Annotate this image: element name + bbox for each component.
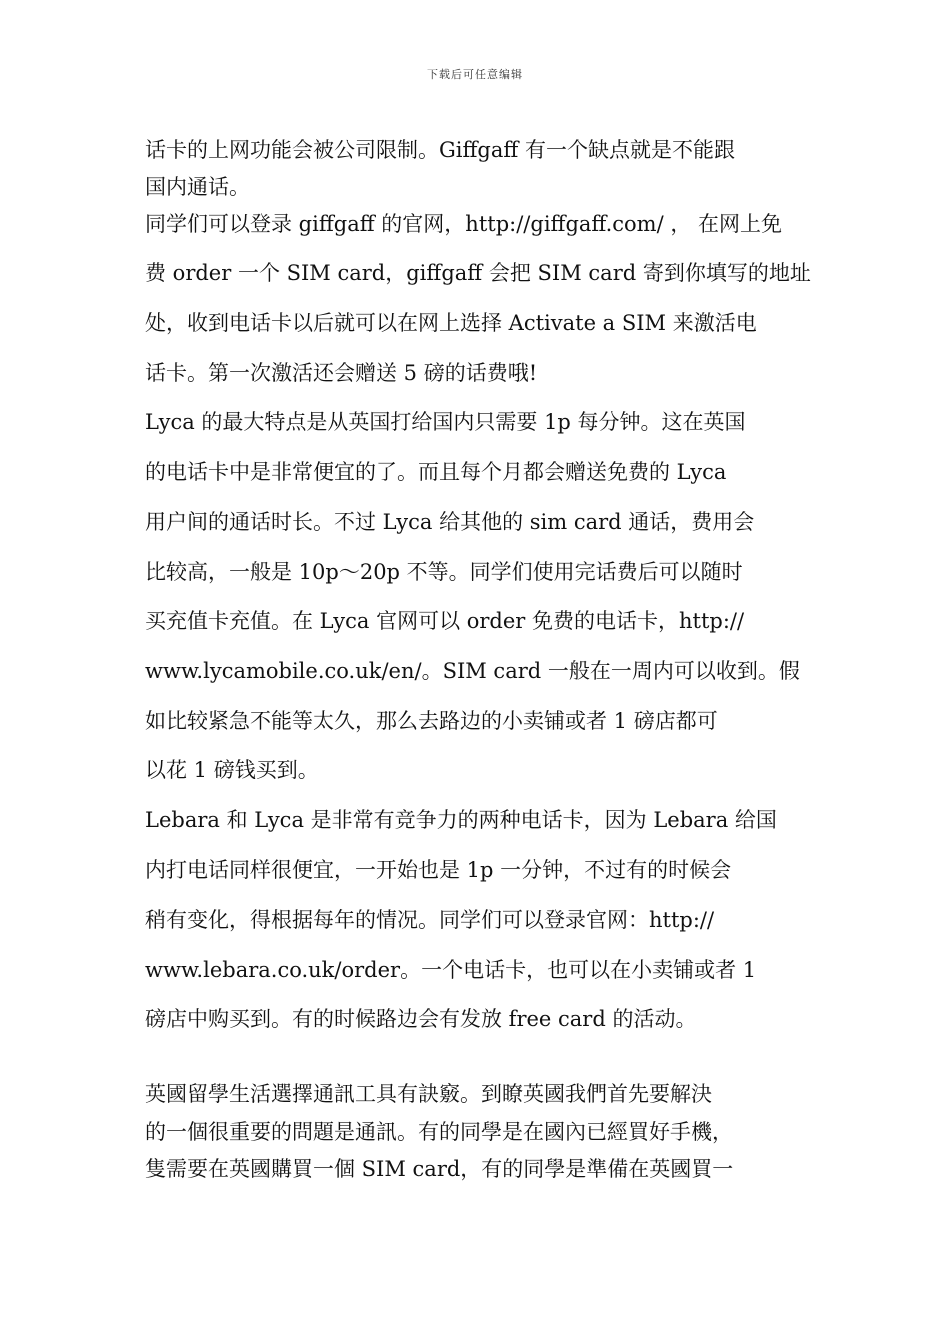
text-line: 磅店中购买到。有的时候路边会有发放 free card 的活动。 [145,1007,697,1031]
text-line: 内打电话同样很便宜，一开始也是 1p 一分钟，不过有的时候会 [145,858,732,882]
text-line: 同学们可以登录 giffgaff 的官网，http://giffgaff.com/ ， 在网上免 [145,212,783,236]
text-line: 买充值卡充值。在 Lyca 官网可以 order 免费的电话卡，http:// [145,609,745,633]
text-line: Lebara 和 Lyca 是非常有竞争力的两种电话卡，因为 Lebara 给国 [145,808,777,832]
text-line: 稍有变化，得根据每年的情况。同学们可以登录官网：http:// [145,908,715,932]
text-line: 话卡的上网功能会被公司限制。Giffgaff 有一个缺点就是不能跟 [145,138,735,162]
text-line: 的一個很重要的問題是通訊。有的同學是在國內已經買好手機， [145,1120,733,1144]
text-line: 以花 1 磅钱买到。 [145,758,319,782]
text-line: Lyca 的最大特点是从英国打给国内只需要 1p 每分钟。这在英国 [145,410,746,434]
text-line: 处，收到电话卡以后就可以在网上选择 Activate a SIM 来激活电 [145,311,757,335]
text-line: 如比较紧急不能等太久，那么去路边的小卖铺或者 1 磅店都可 [145,709,718,733]
text-line: www.lebara.co.uk/order。一个电话卡，也可以在小卖铺或者 1 [145,958,757,982]
text-line: 话卡。第一次激活还会赠送 5 磅的话费哦! [145,361,538,385]
text-line: 用户间的通话时长。不过 Lyca 给其他的 sim card 通话，费用会 [145,510,755,534]
text-line: 国内通话。 [145,175,250,199]
text-line: 隻需要在英國購買一個 SIM card，有的同學是準備在英國買一 [145,1157,734,1181]
text-line: 的电话卡中是非常便宜的了。而且每个月都会赠送免费的 Lyca [145,460,727,484]
page-header: 下载后可任意编辑 [427,68,523,81]
text-line: www.lycamobile.co.uk/en/。SIM card 一般在一周内可以收到。假 [145,659,800,683]
text-line: 英國留學生活選擇通訊工具有訣竅。到瞭英國我們首先要解決 [145,1082,712,1106]
text-line: 费 order 一个 SIM card，giffgaff 会把 SIM card 寄到你填写的地址 [145,261,811,285]
text-line: 比较高，一般是 10p～20p 不等。同学们使用完话费后可以随时 [145,560,743,584]
